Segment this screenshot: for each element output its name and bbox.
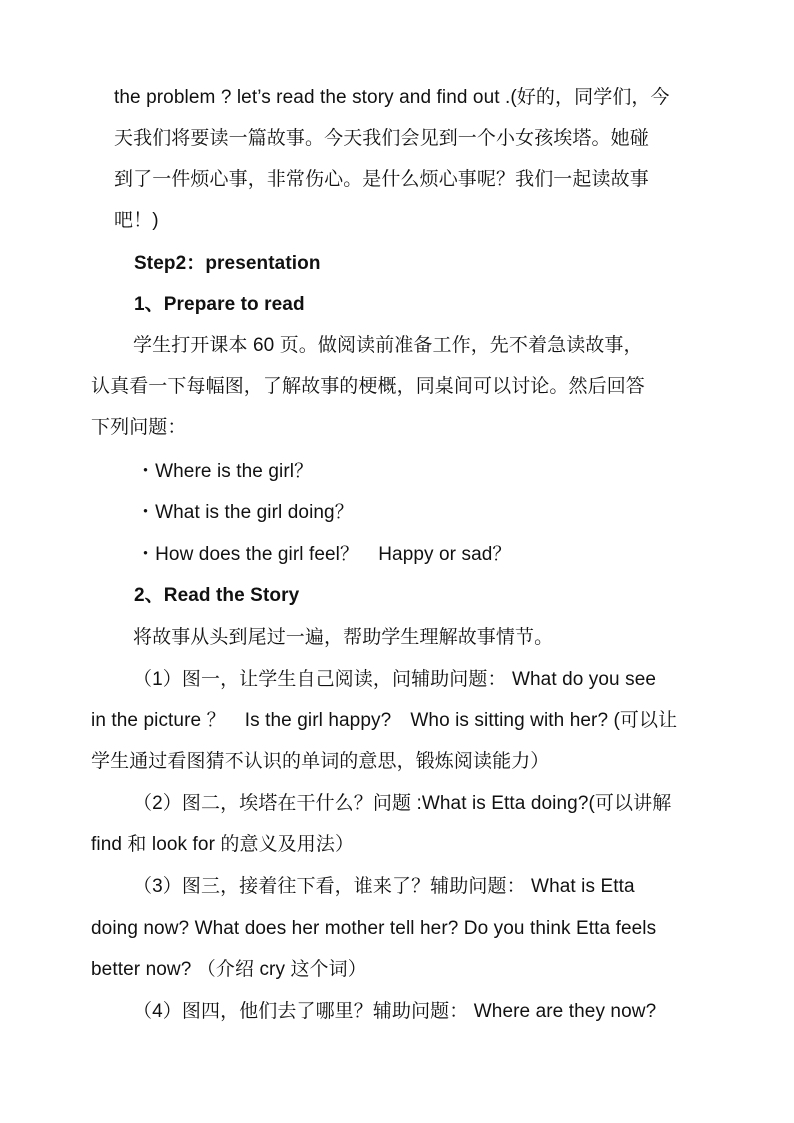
intro-line-1: the problem ? let’s read the story and find out .(好的，同学们，今: [114, 87, 670, 108]
step2-heading: Step2：presentation: [134, 253, 321, 274]
prepare-heading: 1、Prepare to read: [134, 294, 305, 315]
prepare-line-3: 下列问题：: [91, 417, 187, 438]
prepare-line-1: 学生打开课本 60 页。做阅读前准备工作，先不着急读故事，: [133, 335, 643, 356]
read-line-1: 将故事从头到尾过一遍，帮助学生理解故事情节。: [133, 627, 554, 648]
intro-line-3: 到了一件烦心事，非常伤心。是什么烦心事呢？我们一起读故事: [114, 169, 649, 190]
question-3: ・How does the girl feel？ Happy or sad？: [136, 544, 512, 565]
read-line-4: 学生通过看图猜不认识的单词的意思，锻炼阅读能力）: [91, 751, 550, 772]
read-line-8: doing now? What does her mother tell her? Do you think Etta feels: [91, 918, 657, 939]
read-line-6: find 和 look for 的意义及用法）: [91, 834, 355, 855]
read-line-7: （3）图三，接着往下看，谁来了？辅助问题： What is Etta: [133, 876, 635, 897]
read-line-2: （1）图一，让学生自己阅读，问辅助问题： What do you see: [133, 669, 657, 690]
prepare-line-2: 认真看一下每幅图，了解故事的梗概，同桌间可以讨论。然后回答: [91, 376, 645, 397]
read-line-10: （4）图四，他们去了哪里？辅助问题： Where are they now?: [133, 1001, 657, 1022]
read-line-9: better now? （介绍 cry 这个词）: [91, 959, 367, 980]
question-1: ・Where is the girl？: [136, 461, 314, 482]
read-line-3: in the picture ？ Is the girl happy? Who is sitting with her? (可以让: [91, 710, 678, 731]
intro-line-4: 吧！): [114, 210, 159, 231]
read-line-5: （2）图二，埃塔在干什么？问题 :What is Etta doing?(可以讲解: [133, 793, 672, 814]
intro-line-2: 天我们将要读一篇故事。今天我们会见到一个小女孩埃塔。她碰: [114, 128, 649, 149]
read-story-heading: 2、Read the Story: [134, 585, 300, 606]
question-2: ・What is the girl doing？: [136, 502, 354, 523]
